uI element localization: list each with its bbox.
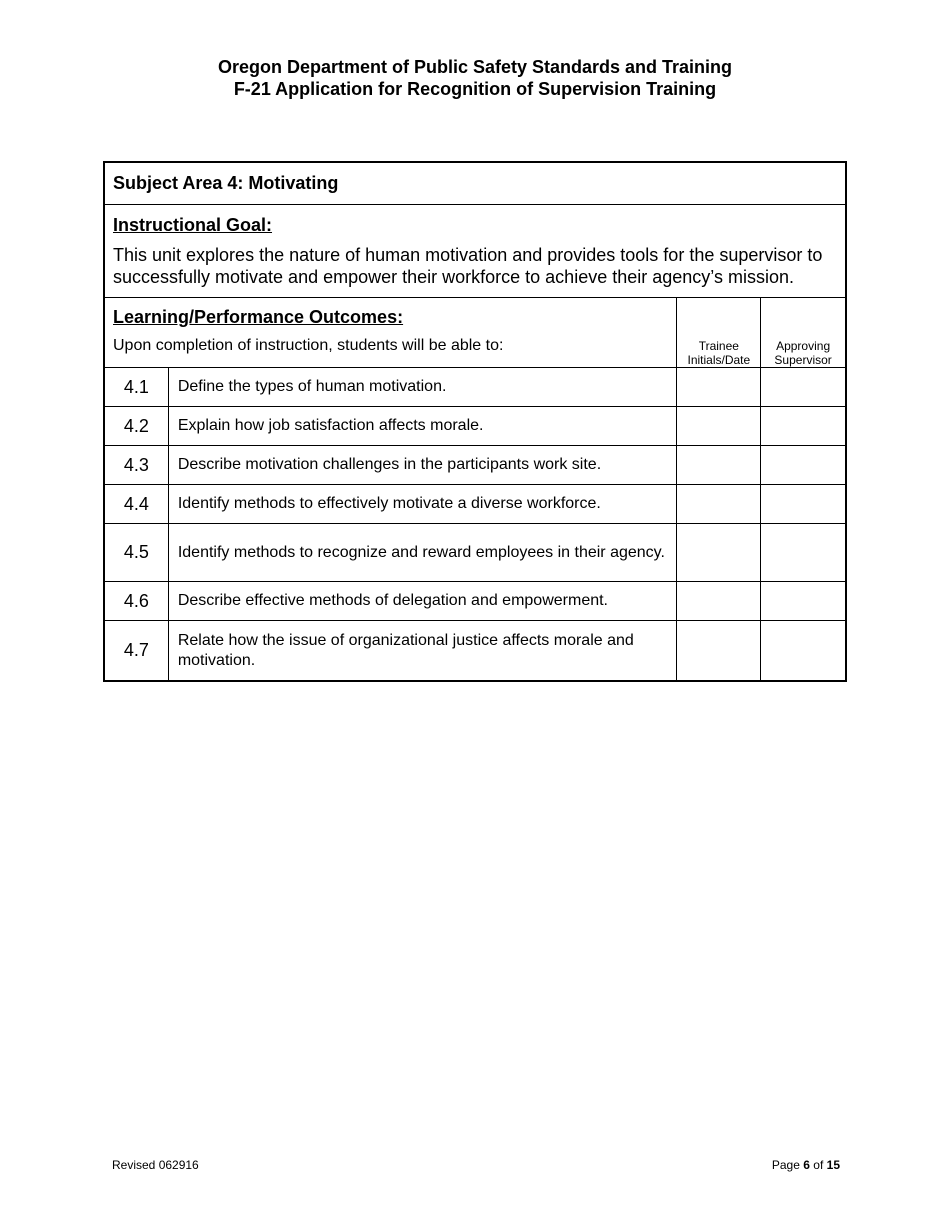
trainee-initials-cell[interactable] bbox=[677, 582, 761, 620]
outcomes-title: Learning/Performance Outcomes: bbox=[113, 307, 404, 327]
approving-supervisor-column-header bbox=[761, 298, 845, 367]
outcome-number: 4.6 bbox=[105, 582, 169, 620]
page-of-label: of bbox=[813, 1158, 824, 1172]
outcome-row bbox=[105, 621, 845, 680]
outcome-row bbox=[105, 524, 845, 582]
outcome-text: Identify methods to effectively motivate a diverse workforce. bbox=[169, 485, 678, 523]
outcome-row bbox=[105, 368, 845, 407]
outcome-text: Explain how job satisfaction affects morale. bbox=[169, 407, 678, 445]
trainee-initials-cell[interactable] bbox=[677, 524, 761, 581]
instructional-goal-title: Instructional Goal: bbox=[113, 215, 273, 235]
outcome-text: Define the types of human motivation. bbox=[169, 368, 678, 406]
approving-supervisor-cell[interactable] bbox=[761, 368, 845, 406]
approving-supervisor-cell[interactable] bbox=[761, 582, 845, 620]
trainee-initials-cell[interactable] bbox=[677, 485, 761, 523]
outcomes-header-row bbox=[105, 298, 845, 368]
trainee-header-line1: Trainee bbox=[698, 339, 739, 353]
outcome-number: 4.1 bbox=[105, 368, 169, 406]
outcome-number: 4.7 bbox=[105, 621, 169, 680]
header-title: Oregon Department of Public Safety Standards and Training bbox=[217, 57, 733, 77]
approving-supervisor-cell[interactable] bbox=[761, 485, 845, 523]
outcome-number: 4.2 bbox=[105, 407, 169, 445]
revision-note: Revised 062916 bbox=[112, 1158, 199, 1172]
trainee-initials-cell[interactable] bbox=[677, 446, 761, 484]
trainee-initials-cell[interactable] bbox=[677, 368, 761, 406]
page-header bbox=[0, 56, 950, 100]
approving-supervisor-cell[interactable] bbox=[761, 621, 845, 680]
trainee-initials-cell[interactable] bbox=[677, 621, 761, 680]
approving-header-line2: Supervisor bbox=[774, 353, 832, 367]
header-form-title: F-21 Application for Recognition of Supervision Training bbox=[233, 79, 717, 99]
outcome-text: Relate how the issue of organizational justice affects morale and motivation. bbox=[169, 621, 678, 680]
approving-supervisor-cell[interactable] bbox=[761, 524, 845, 581]
subject-area-title: Subject Area 4: Motivating bbox=[105, 163, 845, 205]
outcome-number: 4.4 bbox=[105, 485, 169, 523]
page-label: Page bbox=[771, 1158, 800, 1172]
outcome-row bbox=[105, 485, 845, 524]
approving-supervisor-cell[interactable] bbox=[761, 407, 845, 445]
outcome-text: Describe motivation challenges in the participants work site. bbox=[169, 446, 678, 484]
outcome-row bbox=[105, 407, 845, 446]
outcome-row bbox=[105, 446, 845, 485]
instructional-goal-section bbox=[105, 205, 845, 298]
outcome-row bbox=[105, 582, 845, 621]
trainee-initials-cell[interactable] bbox=[677, 407, 761, 445]
approving-header-line1: Approving bbox=[776, 339, 831, 353]
page-total: 15 bbox=[826, 1158, 840, 1172]
outcomes-subtitle: Upon completion of instruction, students will be able to: bbox=[113, 337, 504, 354]
instructional-goal-text: This unit explores the nature of human motivation and provides tools for the supervisor to successfully motivate and empower their workforce to achieve their agency’s mission. bbox=[113, 245, 823, 287]
page-number bbox=[772, 1158, 840, 1172]
page-current: 6 bbox=[803, 1158, 810, 1172]
outcome-text: Identify methods to recognize and reward employees in their agency. bbox=[169, 524, 678, 581]
trainee-initials-column-header bbox=[677, 298, 761, 367]
outcome-number: 4.5 bbox=[105, 524, 169, 581]
outcome-number: 4.3 bbox=[105, 446, 169, 484]
outcomes-heading bbox=[105, 298, 677, 367]
trainee-header-line2: Initials/Date bbox=[687, 353, 751, 367]
approving-supervisor-cell[interactable] bbox=[761, 446, 845, 484]
outcome-text: Describe effective methods of delegation and empowerment. bbox=[169, 582, 678, 620]
subject-area-table bbox=[103, 161, 847, 682]
